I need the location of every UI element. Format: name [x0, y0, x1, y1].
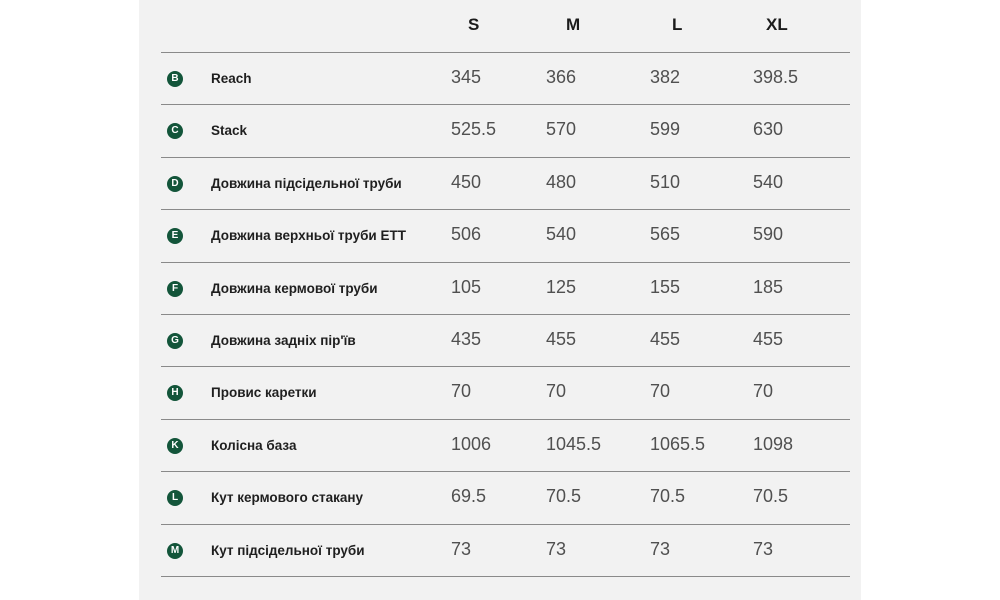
measurement-value: 455 [753, 328, 784, 349]
measurement-value: 70.5 [650, 486, 686, 507]
measurement-value: 599 [650, 119, 681, 140]
measurement-badge: H [167, 385, 183, 401]
measurement-badge: C [167, 123, 183, 139]
measurement-value: 73 [451, 538, 472, 559]
measurement-value: 565 [650, 224, 681, 245]
measurement-value: 70 [546, 381, 567, 402]
measurement-label: Довжина підсідельної труби [211, 175, 402, 191]
measurement-label: Кут кермового стакану [211, 490, 364, 506]
table-row [161, 263, 850, 315]
measurement-value: 70 [451, 381, 472, 402]
measurement-value: 525.5 [451, 119, 497, 140]
measurement-label: Довжина верхньої труби ETT [211, 228, 406, 244]
table-row [161, 158, 850, 210]
measurement-value: 455 [546, 328, 577, 349]
measurement-value: 480 [546, 171, 577, 192]
measurement-value: 590 [753, 224, 784, 245]
size-header-xl: XL [766, 15, 788, 34]
measurement-value: 185 [753, 276, 784, 297]
measurement-value: 630 [753, 119, 784, 140]
measurement-value: 125 [546, 276, 577, 297]
measurement-value: 1065.5 [650, 433, 706, 454]
measurement-value: 105 [451, 276, 482, 297]
measurement-value: 70 [753, 381, 774, 402]
table-row [161, 420, 850, 472]
measurement-value: 73 [546, 538, 567, 559]
table-row [161, 367, 850, 419]
measurement-value: 540 [753, 171, 784, 192]
table-row [161, 105, 850, 157]
measurement-label: Reach [211, 71, 252, 86]
measurement-value: 570 [546, 119, 577, 140]
measurement-label: Провис каретки [211, 385, 317, 401]
table-row [161, 210, 850, 262]
measurement-badge: B [167, 71, 183, 87]
measurement-value: 455 [650, 328, 681, 349]
measurement-value: 1098 [753, 433, 794, 454]
measurement-value: 1006 [451, 433, 492, 454]
measurement-value: 382 [650, 67, 681, 87]
measurement-value: 435 [451, 328, 482, 349]
measurement-value: 345 [451, 67, 482, 87]
table-row [161, 525, 850, 577]
measurement-value: 398.5 [753, 67, 799, 87]
measurement-badge: G [167, 333, 183, 349]
table-row [161, 472, 850, 524]
table-row [161, 315, 850, 367]
measurement-label: Довжина кермової труби [211, 280, 378, 296]
measurement-value: 1045.5 [546, 433, 602, 454]
measurement-value: 366 [546, 67, 577, 87]
measurement-value: 540 [546, 224, 577, 245]
table-header [161, 0, 850, 53]
measurement-label: Колісна база [211, 437, 297, 453]
measurement-value: 510 [650, 171, 681, 192]
table-row [161, 53, 850, 105]
measurement-badge: E [167, 228, 183, 244]
geometry-table [161, 0, 850, 577]
measurement-badge: K [167, 438, 183, 454]
measurement-value: 70.5 [546, 486, 582, 507]
size-header-s: S [468, 15, 480, 34]
measurement-value: 70 [650, 381, 671, 402]
measurement-badge: F [167, 281, 183, 297]
measurement-value: 73 [753, 538, 774, 559]
measurement-badge: M [167, 543, 183, 559]
table-body [161, 53, 850, 577]
measurement-value: 70.5 [753, 486, 789, 507]
measurement-value: 506 [451, 224, 482, 245]
size-header-l: L [672, 15, 683, 34]
measurement-badge: L [167, 490, 183, 506]
size-header-m: M [566, 15, 581, 34]
measurement-value: 69.5 [451, 486, 487, 507]
measurement-badge: D [167, 176, 183, 192]
measurement-value: 73 [650, 538, 671, 559]
measurement-label: Кут підсідельної труби [211, 542, 365, 558]
measurement-value: 450 [451, 171, 482, 192]
measurement-value: 155 [650, 276, 681, 297]
measurement-label: Stack [211, 123, 248, 139]
measurement-label: Довжина задніх пір'їв [211, 332, 356, 348]
